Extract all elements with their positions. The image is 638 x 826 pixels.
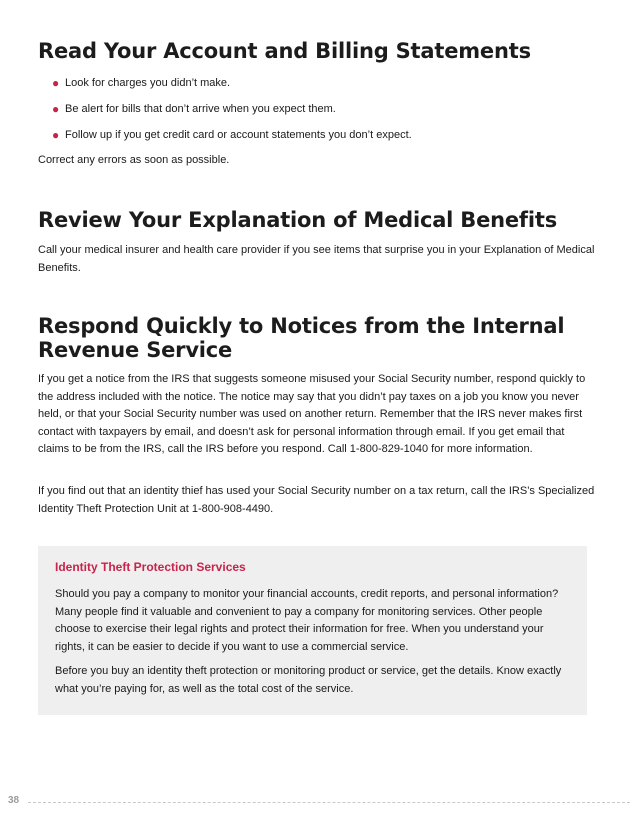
irs-notice-paragraph: If you get a notice from the IRS that suggests someone misused your Social Security number, respond quickly to the address included with the notice. The notice may say that you didn’t pay taxes on a job you know you never held, or that your Social Security number was used on another return. Remember that the IRS never makes first contact with taxpayers by email, and doesn’t ask for personal information through email. If you get email that claims to be from the IRS, call the IRS before you respond. Call 1-800-829-1040 for more information. bbox=[38, 373, 586, 456]
callout-paragraph-2: Before you buy an identity theft protection or monitoring product or service, get the details. Know exactly what you’re paying for, as well as the total cost of the service. bbox=[55, 665, 562, 695]
account-tips-list bbox=[52, 76, 412, 154]
list-item bbox=[52, 76, 412, 90]
medical-benefits-text: Call your medical insurer and health care provider if you see items that surprise you in your Explanation of Medical Benefits. bbox=[38, 244, 595, 274]
bullet-icon: ● bbox=[52, 76, 60, 90]
callout-box bbox=[38, 546, 587, 715]
section-heading-medical-benefits: Review Your Explanation of Medical Benefits bbox=[38, 208, 558, 232]
callout-title: Identity Theft Protection Services bbox=[55, 560, 246, 574]
list-item bbox=[52, 128, 412, 142]
section-heading-account-statements: Read Your Account and Billing Statements bbox=[38, 39, 531, 63]
irs-identity-theft-paragraph: If you find out that an identity thief has used your Social Security number on a tax return, call the IRS’s Specialized Identity Theft Protection Unit at 1-800-908-4490. bbox=[38, 485, 595, 515]
page-number: 38 bbox=[8, 795, 20, 806]
list-item-text: Be alert for bills that don’t arrive when you expect them. bbox=[65, 103, 336, 115]
list-item bbox=[52, 102, 412, 116]
account-closing-text: Correct any errors as soon as possible. bbox=[38, 154, 230, 166]
bullet-icon: ● bbox=[52, 128, 60, 142]
footer-divider bbox=[28, 802, 630, 803]
callout-paragraph-1: Should you pay a company to monitor your financial accounts, credit reports, and personal information? Many people find it valuable and convenient to pay a company for monitoring services. Other people choose to exercise their legal rights and protect their information for free. When you understand your rights, it can be easier to decide if you want to use a commercial service. bbox=[55, 588, 559, 653]
list-item-text: Follow up if you get credit card or account statements you don’t expect. bbox=[65, 129, 412, 141]
section-heading-irs-line2: Revenue Service bbox=[38, 338, 233, 362]
list-item-text: Look for charges you didn’t make. bbox=[65, 77, 231, 89]
section-heading-irs-line1: Respond Quickly to Notices from the Internal bbox=[38, 314, 565, 338]
bullet-icon: ● bbox=[52, 102, 60, 116]
